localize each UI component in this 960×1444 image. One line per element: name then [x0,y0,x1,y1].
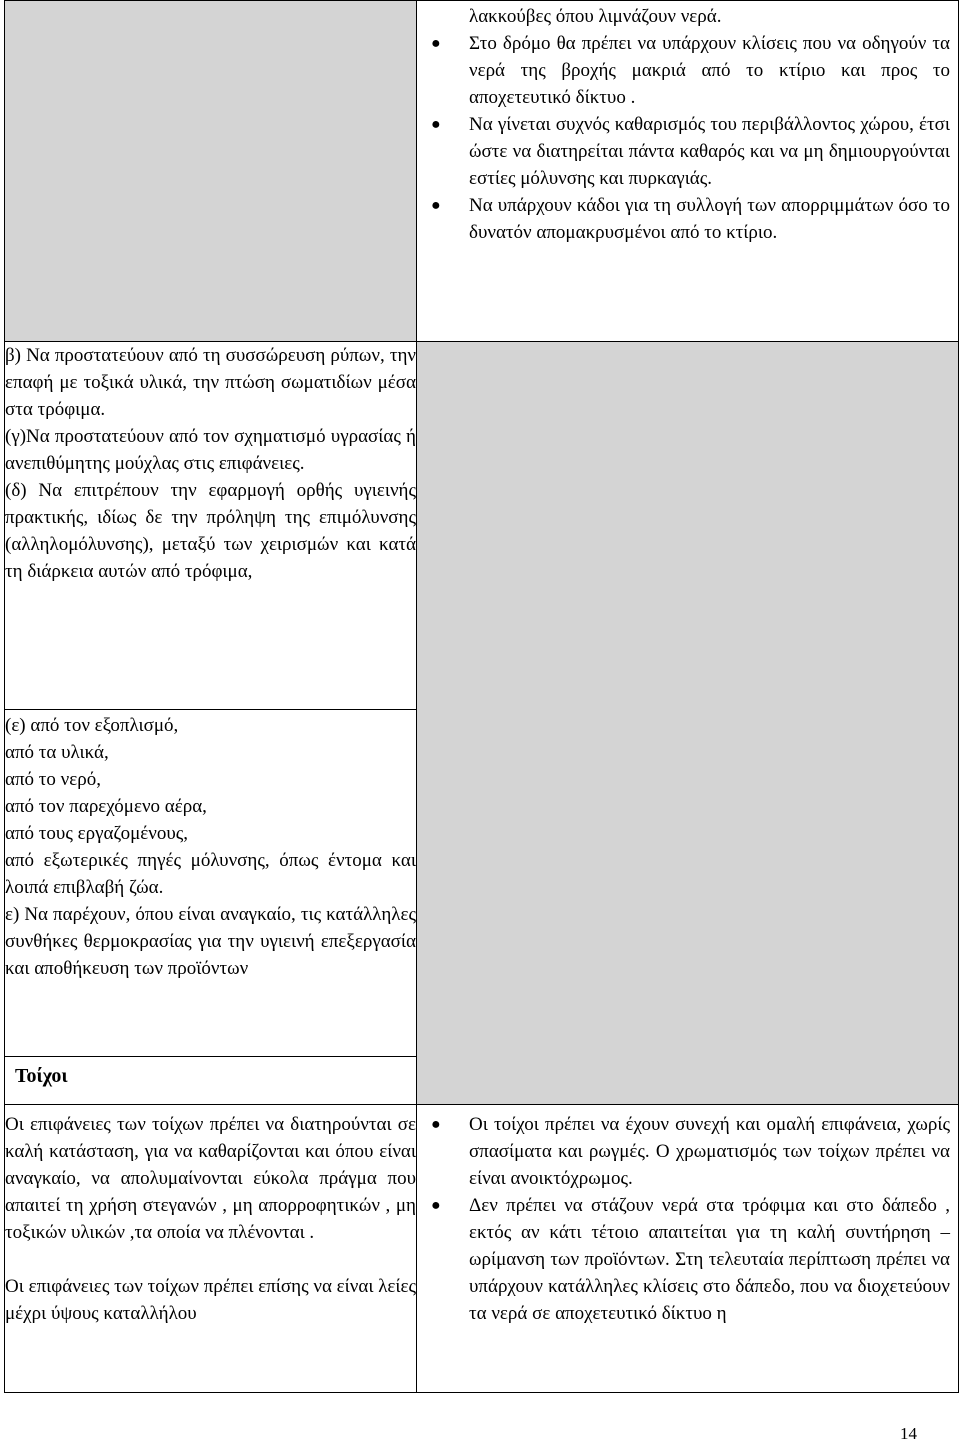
walls-requirements-cell [417,1105,959,1393]
table-row [5,1105,959,1393]
outdoor-requirements-cell [417,1,959,342]
list-item: από τους εργαζομένους, [5,823,189,844]
bullet-icon: ● [431,197,441,214]
list-item: από εξωτερικές πηγές μόλυνσης, όπως έντομα και λοιπά επιβλαβή ζώα. [5,850,416,898]
list-item: (ε) από τον εξοπλισμό, [5,715,179,736]
paragraph: (δ) Να επιτρέπουν την εφαρμογή ορθής υγιεινής πρακτικής, ιδίως δε την πρόληψη της επιμόλυνσης (αλληλομόλυνσης), μεταξύ των χειρισμών και κατά τη διάρκεια αυτών από τρόφιμα, [5,480,416,582]
protection-requirements-cell [5,342,417,710]
list-item: ● Στο δρόμο θα πρέπει να υπάρχουν κλίσεις που να οδηγούν τα νερά της βροχής μακριά από το κτίριο και προς το αποχετευτικό δίκτυο . [417,30,958,111]
list-item: ● Να γίνεται συχνός καθαρισμός του περιβάλλοντος χώρου, έτσι ώστε να διατηρείται πάντα καθαρός και να μη δημιουργούνται εστίες μόλυνσης και πυρκαγιάς. [417,111,958,192]
walls-description-cell [5,1105,417,1393]
paragraph: β) Να προστατεύουν από τη συσσώρευση ρύπων, την επαφή με τοξικά υλικά, την πτώση σωματιδίων μέσα στα τρόφιμα. [5,345,416,420]
bullet-icon: ● [431,1116,441,1133]
list-item: από τον παρεχόμενο αέρα, [5,796,207,817]
continued-line: λακκούβες όπου λιμνάζουν νερά. [469,6,722,27]
paragraph: (γ)Να προστατεύουν από τον σχηματισμό υγρασίας ή ανεπιθύμητης μούχλας στις επιφάνειες. [5,426,416,474]
walls-bullet-list [417,1111,958,1327]
section-heading-cell [5,1057,417,1105]
page-number: 14 [900,1424,917,1443]
list-item: από το νερό, [5,769,101,790]
table-row [5,342,959,710]
content-table [4,0,959,1393]
outdoor-bullet-list [417,30,958,246]
bullet-icon: ● [431,35,441,52]
shaded-cell [5,1,417,342]
list-item: ε) Να παρέχουν, όπου είναι αναγκαίο, τις κατάλληλες συνθήκες θερμοκρασίας για την υγιεινή επεξεργασία και αποθήκευση των προϊόντων [5,904,416,979]
bullet-icon: ● [431,1197,441,1214]
list-item: από τα υλικά, [5,742,109,763]
shaded-cell [417,342,959,1105]
list-item: ● Οι τοίχοι πρέπει να έχουν συνεχή και ομαλή επιφάνεια, χωρίς σπασίματα και ρωγμές. Ο χρωματισμός των τοίχων πρέπει να είναι ανοικτόχρωμος. [417,1111,958,1192]
paragraph: Οι επιφάνειες των τοίχων πρέπει να διατηρούνται σε καλή κατάσταση, για να καθαρίζονται και όπου είναι αναγκαίο, να απολυμαίνονται εύκολα πράγμα που απαιτεί τη χρήση στεγανών , μη απορροφητικών , μη τοξικών υλικών ,τα οποία να πλένονται . [5,1114,416,1243]
table-row [5,1,959,342]
section-heading: Τοίχοι [15,1065,68,1087]
bullet-icon: ● [431,116,441,133]
paragraph: Οι επιφάνειες των τοίχων πρέπει επίσης να είναι λείες μέχρι ύψους καταλλήλου [5,1276,416,1324]
list-item: ● Να υπάρχουν κάδοι για τη συλλογή των απορριμμάτων όσο το δυνατόν απομακρυσμένοι από το κτίριο. [417,192,958,246]
list-item: ● Δεν πρέπει να στάζουν νερά στα τρόφιμα και στο δάπεδο , εκτός αν κάτι τέτοιο απαιτείται για τη καλή συντήρηση – ωρίμανση των προϊόντων. Στη τελευταία περίπτωση πρέπει να υπάρχουν κατάλληλες κλίσεις στο δάπεδο, που να διοχετεύουν τα νερά σε αποχετευτικό δίκτυο η [417,1192,958,1327]
contamination-sources-cell [5,710,417,1057]
